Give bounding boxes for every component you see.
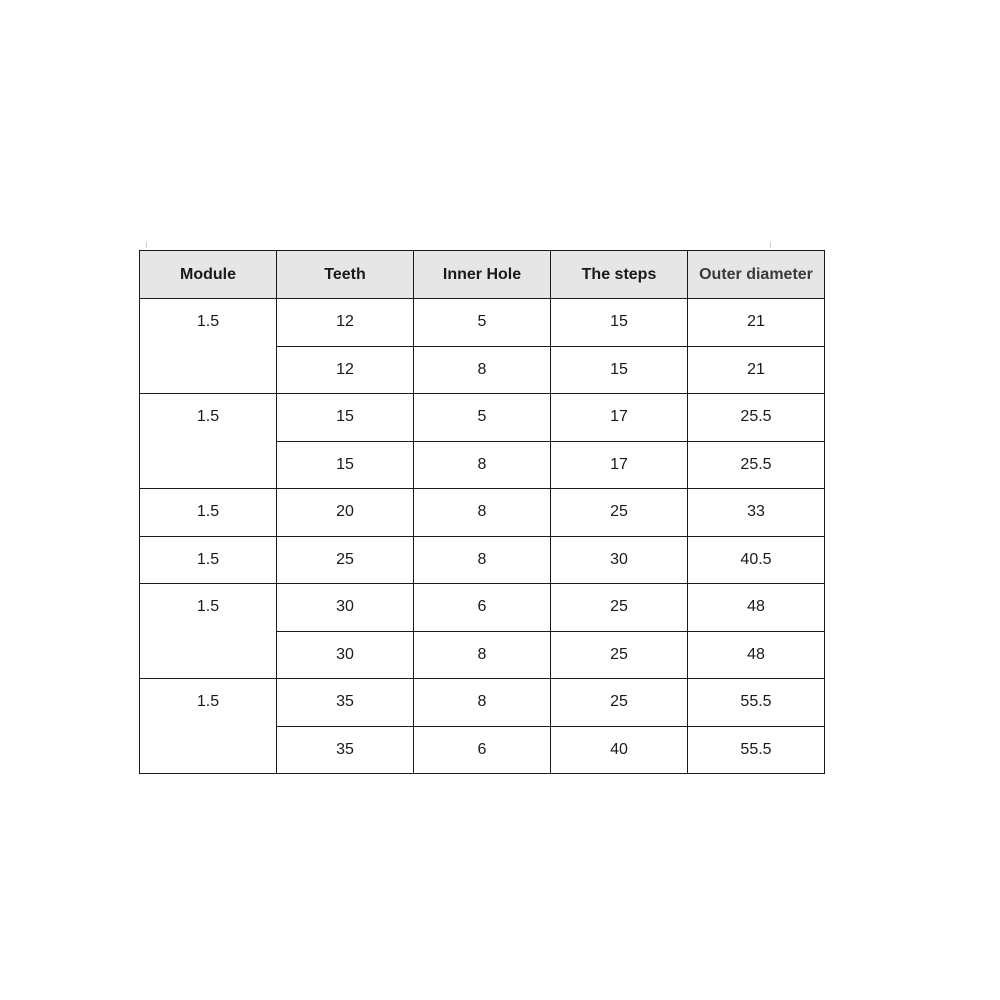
table-row — [140, 489, 825, 537]
outer-diameter-cell: 21 — [688, 299, 825, 347]
corner-mark-left — [146, 242, 147, 248]
header-row — [140, 251, 825, 299]
steps-cell: 25 — [551, 679, 688, 727]
outer-diameter-cell: 25.5 — [688, 441, 825, 489]
module-cell: 1.5 — [140, 584, 277, 679]
table-row — [140, 394, 825, 442]
table-row — [140, 679, 825, 727]
inner-hole-cell: 8 — [414, 679, 551, 727]
header-teeth: Teeth — [277, 251, 414, 299]
steps-cell: 30 — [551, 536, 688, 584]
outer-diameter-cell: 25.5 — [688, 394, 825, 442]
teeth-cell: 35 — [277, 679, 414, 727]
gear-spec-table — [139, 250, 825, 774]
teeth-cell: 25 — [277, 536, 414, 584]
outer-diameter-cell: 55.5 — [688, 726, 825, 774]
steps-cell: 17 — [551, 441, 688, 489]
inner-hole-cell: 8 — [414, 536, 551, 584]
inner-hole-cell: 5 — [414, 394, 551, 442]
module-cell: 1.5 — [140, 536, 277, 584]
teeth-cell: 20 — [277, 489, 414, 537]
inner-hole-cell: 8 — [414, 631, 551, 679]
outer-diameter-cell: 55.5 — [688, 679, 825, 727]
module-cell: 1.5 — [140, 489, 277, 537]
header-steps: The steps — [551, 251, 688, 299]
steps-cell: 25 — [551, 631, 688, 679]
steps-cell: 17 — [551, 394, 688, 442]
inner-hole-cell: 5 — [414, 299, 551, 347]
teeth-cell: 12 — [277, 346, 414, 394]
module-cell: 1.5 — [140, 299, 277, 394]
teeth-cell: 15 — [277, 394, 414, 442]
outer-diameter-cell: 48 — [688, 631, 825, 679]
teeth-cell: 30 — [277, 631, 414, 679]
header-module: Module — [140, 251, 277, 299]
module-cell: 1.5 — [140, 679, 277, 774]
module-cell: 1.5 — [140, 394, 277, 489]
teeth-cell: 30 — [277, 584, 414, 632]
steps-cell: 40 — [551, 726, 688, 774]
header-inner-hole: Inner Hole — [414, 251, 551, 299]
outer-diameter-cell: 33 — [688, 489, 825, 537]
outer-diameter-cell: 21 — [688, 346, 825, 394]
teeth-cell: 35 — [277, 726, 414, 774]
steps-cell: 25 — [551, 584, 688, 632]
inner-hole-cell: 8 — [414, 346, 551, 394]
corner-mark-right — [770, 242, 771, 248]
table-row — [140, 584, 825, 632]
steps-cell: 15 — [551, 346, 688, 394]
table-row — [140, 299, 825, 347]
inner-hole-cell: 6 — [414, 584, 551, 632]
steps-cell: 25 — [551, 489, 688, 537]
outer-diameter-cell: 48 — [688, 584, 825, 632]
header-outer-diameter: Outer diameter — [688, 251, 825, 299]
inner-hole-cell: 6 — [414, 726, 551, 774]
teeth-cell: 15 — [277, 441, 414, 489]
teeth-cell: 12 — [277, 299, 414, 347]
inner-hole-cell: 8 — [414, 441, 551, 489]
inner-hole-cell: 8 — [414, 489, 551, 537]
steps-cell: 15 — [551, 299, 688, 347]
outer-diameter-cell: 40.5 — [688, 536, 825, 584]
table-row — [140, 536, 825, 584]
